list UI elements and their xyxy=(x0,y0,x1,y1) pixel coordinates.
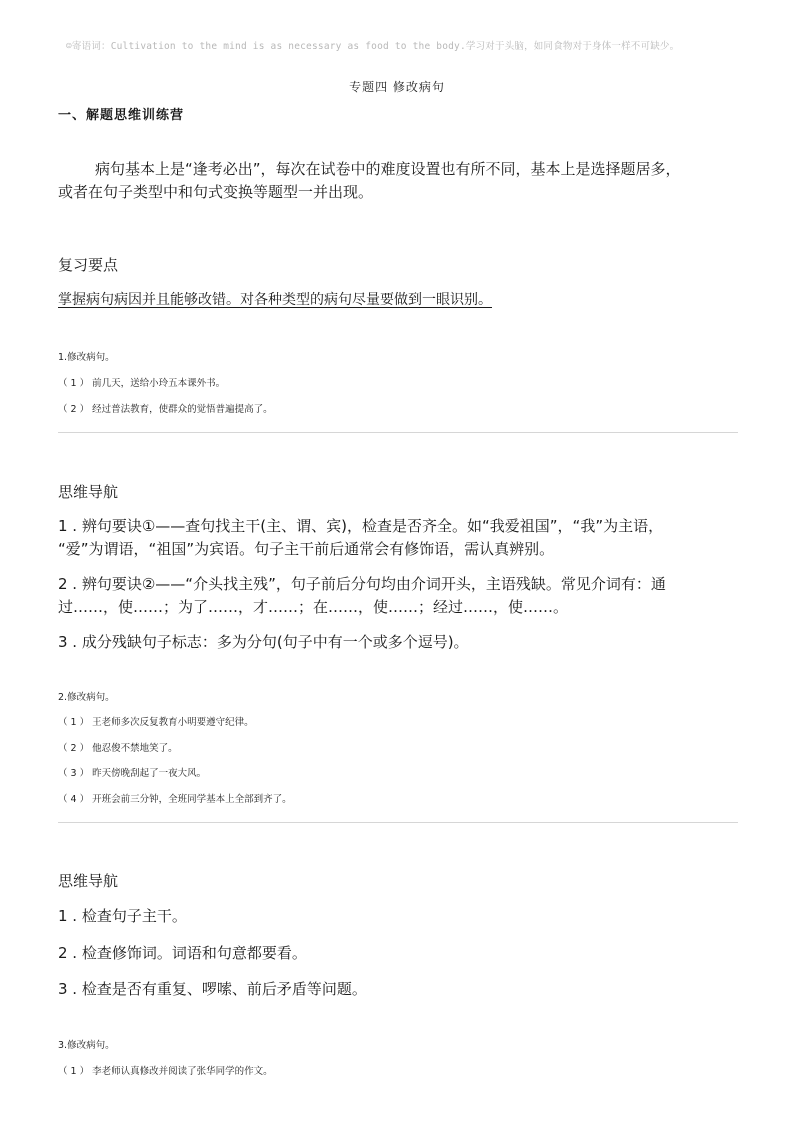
motto-header: ☺寄语词：Cultivation to the mind is as necessary as food to the body.学习对于头脑，如同食物对于身体一样不可缺少。 xyxy=(66,41,680,52)
question-3-title: 3.修改病句。 xyxy=(58,1040,115,1051)
nav-item: 2 . 检查修饰词。词语和句意都要看。 xyxy=(58,944,307,962)
nav-point-3: 3 . 成分残缺句子标志：多为分句(句子中有一个或多个逗号)。 xyxy=(58,633,469,651)
nav-item: 3 . 检查是否有重复、啰嗦、前后矛盾等问题。 xyxy=(58,980,367,998)
intro-line-2: 或者在句子类型中和句式变换等题型一并出现。 xyxy=(58,183,374,201)
question-1-item: （ 2 ） 经过普法教育，使群众的觉悟普遍提高了。 xyxy=(58,404,273,415)
question-2-item: （ 1 ） 王老师多次反复教育小明要遵守纪律。 xyxy=(58,717,254,728)
nav-point-2-line-2: 过……，使……；为了……，才……；在……，使……；经过……，使……。 xyxy=(58,598,569,616)
question-3-item: （ 1 ） 李老师认真修改并阅读了张华同学的作文。 xyxy=(58,1066,273,1077)
nav-point-1-line-2: “爱”为谓语，“祖国”为宾语。句子主干前后通常会有修饰语，需认真辨别。 xyxy=(58,540,555,558)
page-title: 专题四 修改病句 xyxy=(349,80,445,94)
question-1-item: （ 1 ） 前几天，送给小玲五本课外书。 xyxy=(58,378,226,389)
intro-line-1: 病句基本上是“逢考必出”，每次在试卷中的难度设置也有所不同，基本上是选择题居多， xyxy=(95,160,681,178)
review-heading: 复习要点 xyxy=(58,256,119,274)
divider xyxy=(58,432,738,433)
review-text: 掌握病句病因并且能够改错。对各种类型的病句尽量要做到一眼识别。 xyxy=(58,292,492,308)
nav-heading: 思维导航 xyxy=(58,872,119,890)
question-2-title: 2.修改病句。 xyxy=(58,692,115,703)
question-2-item: （ 3 ） 昨天傍晚刮起了一夜大风。 xyxy=(58,768,207,779)
question-2-item: （ 4 ） 开班会前三分钟，全班同学基本上全部到齐了。 xyxy=(58,794,292,805)
nav-item: 1 . 检查句子主干。 xyxy=(58,907,187,925)
nav-heading: 思维导航 xyxy=(58,483,119,501)
question-2-item: （ 2 ） 他忍俊不禁地笑了。 xyxy=(58,743,178,754)
divider xyxy=(58,822,738,823)
nav-point-2-line-1: 2 . 辨句要诀②——“介头找主残”，句子前后分句均由介词开头，主语残缺。常见介词有：通 xyxy=(58,575,666,593)
question-1-title: 1.修改病句。 xyxy=(58,352,115,363)
nav-point-1-line-1: 1 . 辨句要诀①——查句找主干(主、谓、宾)，检查是否齐全。如“我爱祖国”，“我”为主语， xyxy=(58,517,664,535)
section-heading: 一、解题思维训练营 xyxy=(58,108,185,123)
